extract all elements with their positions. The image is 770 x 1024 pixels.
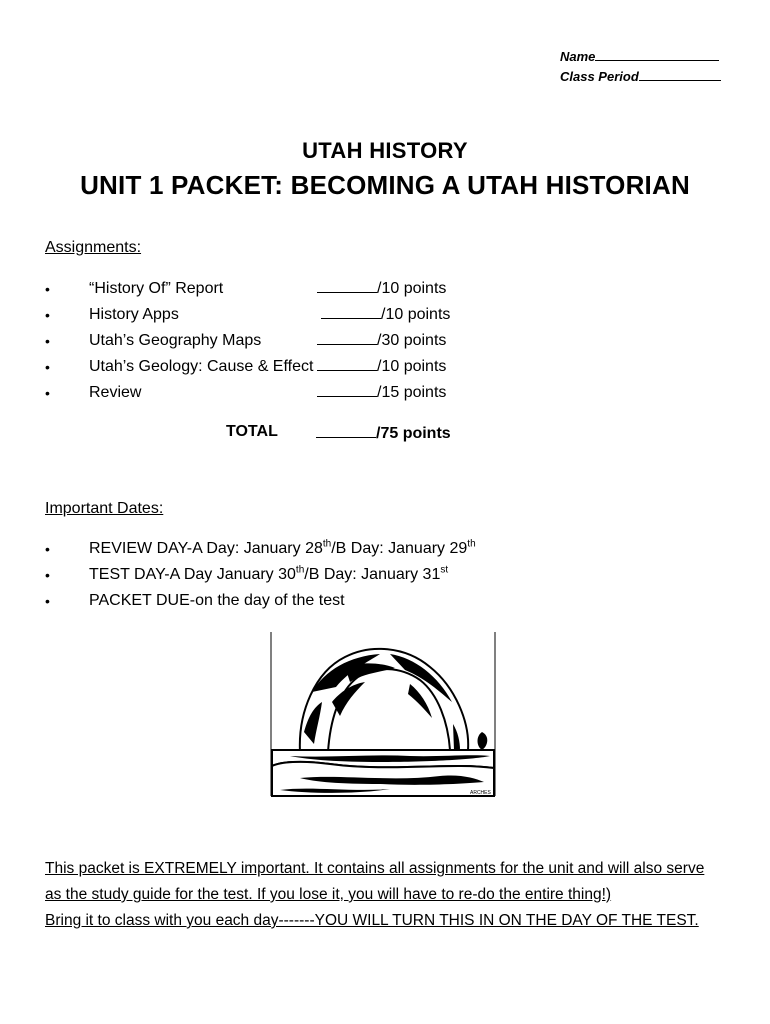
assignment-points: /10 points (377, 358, 447, 375)
name-field[interactable] (560, 48, 719, 64)
assignment-points: /30 points (377, 332, 447, 349)
total-points-field (316, 423, 451, 443)
total-label: TOTAL (226, 423, 278, 440)
notice-line: as the study guide for the test. If you lose it, you will have to re-do the entire thing!) (45, 886, 612, 903)
page-title: UNIT 1 PACKET: BECOMING A UTAH HISTORIAN (80, 170, 690, 200)
name-label: Name (560, 49, 596, 64)
score-blank[interactable] (321, 304, 381, 319)
bullet-icon: • (45, 281, 50, 297)
class-period-field[interactable] (560, 68, 721, 84)
assignment-label: Utah’s Geography Maps (89, 332, 262, 349)
test-date: TEST DAY-A Day January 30th/B Day: January 31st (89, 564, 449, 583)
total-blank[interactable] (316, 423, 376, 438)
class-period-line (639, 68, 721, 81)
assignment-points: /10 points (377, 280, 447, 297)
assignment-label: Utah’s Geology: Cause & Effect (89, 358, 314, 375)
review-date: REVIEW DAY-A Day: January 28th/B Day: January 29th (89, 538, 476, 557)
bullet-icon: • (45, 541, 50, 557)
subtitle: UTAH HISTORY (302, 138, 468, 163)
notice (45, 856, 735, 934)
assignment-points: /15 points (377, 384, 447, 401)
list-item (45, 562, 545, 588)
assignment-points: /10 points (381, 306, 451, 323)
list-item (45, 328, 495, 354)
list-item (45, 588, 545, 614)
score-blank[interactable] (317, 356, 377, 371)
assignment-label: History Apps (89, 306, 179, 323)
packet-due: PACKET DUE-on the day of the test (89, 592, 345, 609)
list-item (45, 276, 495, 302)
list-item (45, 302, 495, 328)
bullet-icon: • (45, 593, 50, 609)
class-period-label: Class Period (560, 69, 639, 84)
delicate-arch-icon (270, 632, 496, 802)
bullet-icon: • (45, 333, 50, 349)
list-item (45, 536, 545, 562)
bullet-icon: • (45, 359, 50, 375)
notice-line: Bring it to class with you each day-------YOU WILL TURN THIS IN ON THE DAY OF THE TEST. (45, 912, 699, 929)
assignments-heading: Assignments: (45, 239, 142, 256)
bullet-icon: • (45, 385, 50, 401)
notice-line: This packet is EXTREMELY important. It contains all assignments for the unit and will also serve (45, 860, 705, 877)
bullet-icon: • (45, 567, 50, 583)
bullet-icon: • (45, 307, 50, 323)
total-points: /75 points (376, 425, 451, 442)
assignment-label: Review (89, 384, 142, 401)
illustration-caption: ARCHES (470, 790, 491, 796)
score-blank[interactable] (317, 382, 377, 397)
assignment-list (45, 276, 495, 406)
list-item (45, 354, 495, 380)
score-blank[interactable] (317, 330, 377, 345)
name-line (595, 48, 719, 61)
dates-list (45, 536, 545, 614)
assignment-label: “History Of” Report (89, 280, 224, 297)
list-item (45, 380, 495, 406)
score-blank[interactable] (317, 278, 377, 293)
dates-heading: Important Dates: (45, 500, 164, 517)
